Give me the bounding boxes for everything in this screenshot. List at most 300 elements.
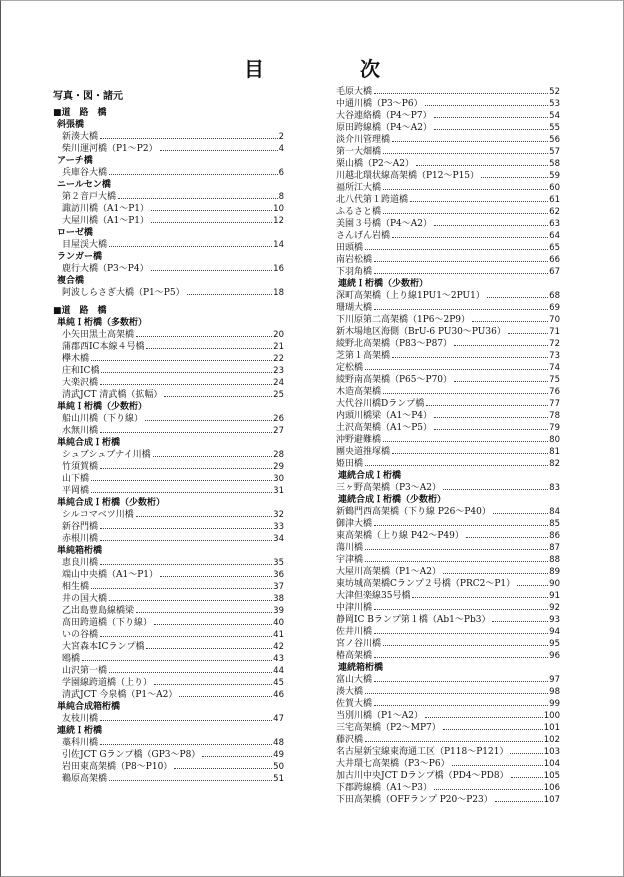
dot-leader xyxy=(91,588,272,589)
toc-entry xyxy=(53,653,284,665)
entry-title: シルコマベツ川橋 xyxy=(62,510,134,520)
entry-page-number: 48 xyxy=(273,738,284,748)
entry-title: 佐井川橋 xyxy=(336,627,373,637)
toc-entry xyxy=(53,341,284,353)
entry-title: 姫田橋 xyxy=(336,459,364,469)
dot-leader xyxy=(374,633,548,634)
entry-title: 御津大橋 xyxy=(336,519,373,529)
toc-entry xyxy=(334,746,560,758)
entry-title: 静岡IC Bランプ第１橋（Ab1～Pb3） xyxy=(336,615,491,625)
dot-leader xyxy=(511,777,543,778)
entry-title: 東高架橋（上り線 P42～P49） xyxy=(336,531,464,541)
entry-title: 珊瑚大橋 xyxy=(336,303,373,313)
entry-page-number: 44 xyxy=(273,666,284,676)
dot-leader xyxy=(160,150,278,151)
entry-page-number: 35 xyxy=(273,558,284,568)
dot-leader xyxy=(392,453,548,454)
toc-entry xyxy=(334,170,560,182)
entry-page-number: 88 xyxy=(549,555,560,565)
dot-leader xyxy=(493,513,548,514)
entry-page-number: 45 xyxy=(273,678,284,688)
toc-entry xyxy=(334,266,560,278)
entry-title: 平岡橋 xyxy=(62,486,90,496)
toc-entry xyxy=(334,314,560,326)
bridge-type-heading: 連続Ｉ桁橋（少数桁） xyxy=(338,279,429,289)
entry-page-number: 72 xyxy=(549,339,560,349)
toc-entry xyxy=(334,518,560,530)
entry-page-number: 43 xyxy=(273,654,284,664)
entry-page-number: 90 xyxy=(549,579,560,589)
toc-entry xyxy=(53,329,284,341)
entry-title: 北八代第１跨道橋 xyxy=(336,195,409,205)
entry-page-number: 4 xyxy=(278,144,284,154)
entry-page-number: 89 xyxy=(549,567,560,577)
entry-page-number: 46 xyxy=(273,690,284,700)
toc-entry xyxy=(334,602,560,614)
dot-leader xyxy=(374,657,548,658)
entry-title: 学園線跨道橋（上り） xyxy=(62,678,153,688)
entry-title: 湊大橋 xyxy=(336,687,364,697)
toc-entry xyxy=(334,326,560,338)
dot-leader xyxy=(416,165,548,166)
dot-leader xyxy=(434,225,548,226)
dot-leader xyxy=(100,138,278,139)
toc-entry xyxy=(334,230,560,242)
toc-entry xyxy=(334,578,560,590)
entry-title: 新谷門橋 xyxy=(62,522,99,532)
toc-entry xyxy=(53,377,284,389)
dot-leader xyxy=(100,744,272,745)
entry-page-number: 16 xyxy=(273,264,284,274)
toc-entry xyxy=(334,242,560,254)
entry-page-number: 2 xyxy=(278,132,284,142)
page-title: 目 次 xyxy=(244,57,418,81)
entry-page-number: 12 xyxy=(273,216,284,226)
entry-title: 三ヶ野高架橋（P3～A2） xyxy=(336,483,442,493)
dot-leader xyxy=(100,636,272,637)
entry-title: 小矢田黒土高架橋 xyxy=(62,330,135,340)
toc-entry xyxy=(334,374,560,386)
toc-entry xyxy=(334,770,560,782)
entry-page-number: 39 xyxy=(273,606,284,616)
dot-leader xyxy=(443,729,543,730)
bridge-type-heading: 単純合成箱桁橋 xyxy=(57,702,121,712)
entry-title: 木造高架橋 xyxy=(336,387,382,397)
dot-leader xyxy=(392,357,548,358)
entry-title: 中津川橋 xyxy=(336,603,373,613)
toc-entry xyxy=(53,761,284,773)
dot-leader xyxy=(164,396,272,397)
entry-page-number: 41 xyxy=(273,630,284,640)
toc-entry xyxy=(334,218,560,230)
entry-title: 新湊大橋 xyxy=(62,132,99,142)
dot-leader xyxy=(374,525,548,526)
dot-leader xyxy=(154,624,272,625)
dot-leader xyxy=(174,768,272,769)
toc-entry xyxy=(334,206,560,218)
entry-page-number: 51 xyxy=(273,774,284,784)
entry-title: 恵良川橋 xyxy=(62,558,99,568)
entry-title: 藤沢橋 xyxy=(336,735,364,745)
entry-title: 田頭橋 xyxy=(336,243,364,253)
entry-title: 綾野南高架橋（P65～P70） xyxy=(336,375,453,385)
section-heading: 写真・図・諸元 xyxy=(53,91,123,102)
dot-leader xyxy=(365,369,548,370)
bridge-type-heading: 斜張橋 xyxy=(57,120,85,130)
dot-leader xyxy=(466,537,548,538)
entry-page-number: 75 xyxy=(549,375,560,385)
toc-entry xyxy=(53,215,284,227)
entry-page-number: 59 xyxy=(549,171,560,181)
toc-entry xyxy=(334,122,560,134)
dot-leader xyxy=(510,753,542,754)
bridge-type-heading: 連続箱桁橋 xyxy=(338,663,384,673)
toc-entry xyxy=(334,194,560,206)
entry-title: 第一大畑橋 xyxy=(336,147,382,157)
toc-entry xyxy=(334,542,560,554)
dot-leader xyxy=(383,153,548,154)
dot-leader xyxy=(374,261,548,262)
toc-entry xyxy=(334,410,560,422)
entry-title: 山下橋 xyxy=(62,474,90,484)
category-heading: ■道 路 橋 xyxy=(53,108,107,118)
entry-page-number: 8 xyxy=(278,192,284,202)
entry-page-number: 49 xyxy=(273,750,284,760)
entry-page-number: 55 xyxy=(549,123,560,133)
entry-title: 井の国大橋 xyxy=(62,594,108,604)
dot-leader xyxy=(454,345,548,346)
entry-page-number: 20 xyxy=(273,330,284,340)
dot-leader xyxy=(101,372,272,373)
entry-page-number: 94 xyxy=(549,627,560,637)
dot-leader xyxy=(492,621,548,622)
dot-leader xyxy=(100,528,272,529)
entry-page-number: 25 xyxy=(273,390,284,400)
entry-page-number: 68 xyxy=(549,291,560,301)
dot-leader xyxy=(202,756,272,757)
entry-title: 新鶴門西高架橋（下り線 P26～P40） xyxy=(336,507,491,517)
toc-entry xyxy=(53,773,284,785)
toc-entry xyxy=(53,593,284,605)
entry-page-number: 32 xyxy=(273,510,284,520)
entry-page-number: 106 xyxy=(543,783,560,793)
toc-entry xyxy=(334,686,560,698)
toc-entry xyxy=(53,713,284,725)
dot-leader xyxy=(82,660,272,661)
dot-leader xyxy=(374,705,548,706)
entry-page-number: 60 xyxy=(549,183,560,193)
toc-entry xyxy=(53,167,284,179)
bridge-type-heading: アーチ橋 xyxy=(57,156,93,166)
entry-page-number: 14 xyxy=(273,240,284,250)
entry-title: 佐賀大橋 xyxy=(336,699,373,709)
entry-title: 下川原第二高架橋（1P6～2P9） xyxy=(336,315,471,325)
toc-entry xyxy=(53,509,284,521)
entry-page-number: 54 xyxy=(549,111,560,121)
dot-leader xyxy=(454,381,548,382)
toc-entry xyxy=(53,143,284,155)
dot-leader xyxy=(365,561,548,562)
toc-entry xyxy=(334,254,560,266)
entry-title: 蕩川橋 xyxy=(336,543,364,553)
entry-title: 原田跨線橋（P4～A2） xyxy=(336,123,433,133)
entry-title: 大楽沢橋 xyxy=(62,378,99,388)
entry-title: 蒲郡西IC本線４号橋 xyxy=(62,342,145,352)
entry-title: 鵜原高架橋 xyxy=(62,774,108,784)
entry-title: 庄和IC橋 xyxy=(62,366,100,376)
dot-leader xyxy=(508,333,548,334)
dot-leader xyxy=(91,360,272,361)
toc-entry xyxy=(334,530,560,542)
entry-title: 内頭川橋梁（A1～P4） xyxy=(336,411,433,421)
entry-title: 福所江大橋 xyxy=(336,183,382,193)
toc-entry xyxy=(334,98,560,110)
entry-page-number: 65 xyxy=(549,243,560,253)
dot-leader xyxy=(434,417,548,418)
dot-leader xyxy=(91,492,272,493)
dot-leader xyxy=(383,189,548,190)
toc-entry xyxy=(53,191,284,203)
toc-entry xyxy=(334,182,560,194)
toc-entry xyxy=(334,674,560,686)
dot-leader xyxy=(136,612,272,613)
entry-title: 兵庫谷大橋 xyxy=(62,168,108,178)
entry-page-number: 105 xyxy=(543,771,560,781)
dot-leader xyxy=(100,432,272,433)
toc-entry xyxy=(334,386,560,398)
entry-page-number: 76 xyxy=(549,387,560,397)
dot-leader xyxy=(452,765,543,766)
bridge-type-heading: ランガー橋 xyxy=(57,252,103,262)
entry-title: 諏訪川橋（A1～P1） xyxy=(62,204,150,214)
entry-title: 中通川橋（P3～P6） xyxy=(336,99,423,109)
entry-title: 定松橋 xyxy=(336,363,364,373)
toc-entry xyxy=(334,86,560,98)
entry-title: 土沢高架橋（A1～P5） xyxy=(336,423,433,433)
dot-leader xyxy=(109,246,272,247)
dot-leader xyxy=(100,720,272,721)
dot-leader xyxy=(374,609,548,610)
entry-title: 加古川中央JCT Dランプ橋（PD4～PD8） xyxy=(336,771,509,781)
entry-page-number: 50 xyxy=(273,762,284,772)
entry-title: 相生橋 xyxy=(62,582,90,592)
entry-title: 栗山橋（P2～A2） xyxy=(336,159,415,169)
entry-page-number: 79 xyxy=(549,423,560,433)
entry-page-number: 64 xyxy=(549,231,560,241)
entry-page-number: 37 xyxy=(273,582,284,592)
entry-title: 下羽角橋 xyxy=(336,267,373,277)
dot-leader xyxy=(146,648,272,649)
entry-page-number: 56 xyxy=(549,135,560,145)
entry-title: 宇津橋 xyxy=(336,555,364,565)
entry-title: 船山川橋（下り線） xyxy=(62,414,144,424)
entry-page-number: 91 xyxy=(549,591,560,601)
entry-page-number: 30 xyxy=(273,474,284,484)
dot-leader xyxy=(109,780,272,781)
entry-title: 目屋渓大橋 xyxy=(62,240,108,250)
entry-title: 三宅高架橋（P2～MP7） xyxy=(336,723,441,733)
entry-page-number: 52 xyxy=(549,87,560,97)
toc-entry xyxy=(334,506,560,518)
toc-entry xyxy=(334,782,560,794)
entry-title: 水無川橋 xyxy=(62,426,99,436)
toc-entry xyxy=(53,581,284,593)
entry-page-number: 95 xyxy=(549,639,560,649)
entry-page-number: 57 xyxy=(549,147,560,157)
entry-title: 山沢第一橋 xyxy=(62,666,108,676)
entry-title: 團央道推塚橋 xyxy=(336,447,391,457)
entry-title: 欅木橋 xyxy=(62,354,90,364)
dot-leader xyxy=(365,549,548,550)
bridge-type-heading: 連続合成Ｉ桁橋（少数桁） xyxy=(338,495,447,505)
toc-entry xyxy=(53,641,284,653)
entry-title: 沖野避難橋 xyxy=(336,435,382,445)
bridge-type-heading: 連続Ｉ桁橋 xyxy=(57,726,103,736)
entry-title: ふるさと橋 xyxy=(336,207,382,217)
bridge-type-heading: 単純合成Ｉ桁橋 xyxy=(57,438,121,448)
dot-leader xyxy=(374,681,548,682)
toc-entry xyxy=(53,749,284,761)
toc-entry xyxy=(334,290,560,302)
toc-entry xyxy=(53,605,284,617)
entry-title: 清武JCT 清武橋（拡幅） xyxy=(62,390,163,400)
entry-page-number: 67 xyxy=(549,267,560,277)
entry-page-number: 84 xyxy=(549,507,560,517)
entry-page-number: 18 xyxy=(273,288,284,298)
dot-leader xyxy=(392,237,548,238)
dot-leader xyxy=(109,600,272,601)
toc-entry xyxy=(53,389,284,401)
entry-page-number: 29 xyxy=(273,462,284,472)
entry-title: 深町高架橋（上り線1PU1～2PU1） xyxy=(336,291,485,301)
toc-entry xyxy=(53,413,284,425)
entry-title: 南岩松橋 xyxy=(336,255,373,265)
entry-page-number: 26 xyxy=(273,414,284,424)
entry-title: 第２音戸大橋 xyxy=(62,192,117,202)
entry-title: 岩田東高架橋（P8～P10） xyxy=(62,762,173,772)
entry-page-number: 101 xyxy=(543,723,560,733)
category-heading: ■道 路 橋 xyxy=(53,306,107,316)
toc-entry xyxy=(53,365,284,377)
entry-title: 赤根川橋 xyxy=(62,534,99,544)
entry-page-number: 93 xyxy=(549,615,560,625)
entry-title: 友枝川橋 xyxy=(62,714,99,724)
entry-page-number: 100 xyxy=(543,711,560,721)
entry-page-number: 73 xyxy=(549,351,560,361)
dot-leader xyxy=(154,684,272,685)
dot-leader xyxy=(434,129,548,130)
toc-entry xyxy=(53,203,284,215)
entry-page-number: 31 xyxy=(273,486,284,496)
toc-entry xyxy=(334,158,560,170)
toc-entry xyxy=(334,398,560,410)
entry-page-number: 34 xyxy=(273,534,284,544)
toc-entry xyxy=(53,629,284,641)
toc-entry xyxy=(334,134,560,146)
toc-entry xyxy=(334,146,560,158)
dot-leader xyxy=(374,273,548,274)
entry-title: 毛原大橋 xyxy=(336,87,373,97)
entry-title: 大谷連絡橋（P4～P7） xyxy=(336,111,432,121)
entry-title: 藁科川橋 xyxy=(62,738,99,748)
dot-leader xyxy=(100,540,272,541)
entry-page-number: 22 xyxy=(273,354,284,364)
toc-entry xyxy=(53,131,284,143)
toc-entry xyxy=(334,710,560,722)
entry-page-number: 6 xyxy=(278,168,284,178)
dot-leader xyxy=(443,489,548,490)
entry-page-number: 71 xyxy=(549,327,560,337)
dot-leader xyxy=(146,348,272,349)
toc-entry xyxy=(334,446,560,458)
toc-entry xyxy=(334,590,560,602)
toc-entry xyxy=(53,353,284,365)
toc-entry xyxy=(53,425,284,437)
toc-entry xyxy=(334,638,560,650)
dot-leader xyxy=(374,93,548,94)
entry-page-number: 74 xyxy=(549,363,560,373)
dot-leader xyxy=(434,789,543,790)
dot-leader xyxy=(365,465,548,466)
entry-title: 大屋川橋（A1～P1） xyxy=(62,216,150,226)
entry-page-number: 96 xyxy=(549,651,560,661)
entry-page-number: 66 xyxy=(549,255,560,265)
entry-page-number: 47 xyxy=(273,714,284,724)
entry-title: 富山大橋 xyxy=(336,675,373,685)
entry-page-number: 33 xyxy=(273,522,284,532)
dot-leader xyxy=(383,645,548,646)
toc-entry xyxy=(53,533,284,545)
toc-entry xyxy=(334,734,560,746)
toc-entry xyxy=(334,458,560,470)
toc-entry xyxy=(334,350,560,362)
dot-leader xyxy=(434,429,548,430)
entry-page-number: 42 xyxy=(273,642,284,652)
entry-page-number: 77 xyxy=(549,399,560,409)
dot-leader xyxy=(410,201,548,202)
entry-title: 椿高架橋 xyxy=(336,651,373,661)
entry-title: 引佐JCT Gランプ橋（GP3～P8） xyxy=(62,750,201,760)
entry-title: 鴎橋 xyxy=(62,654,81,664)
entry-title: 高田跨道橋（下り線） xyxy=(62,618,153,628)
entry-title: 大屋川高架橋（P1～A2） xyxy=(336,567,442,577)
entry-title: 大井環七高架橋（P3～P6） xyxy=(336,759,450,769)
dot-leader xyxy=(365,249,548,250)
toc-entry xyxy=(334,650,560,662)
dot-leader xyxy=(374,309,548,310)
dot-leader xyxy=(179,696,272,697)
dot-leader xyxy=(153,456,273,457)
bridge-type-heading: ローゼ橋 xyxy=(57,228,93,238)
entry-page-number: 81 xyxy=(549,447,560,457)
entry-title: 綾野北高架橋（P83～P87） xyxy=(336,339,453,349)
entry-title: 阿波しらさぎ大橋（P1～P5） xyxy=(62,288,185,298)
toc-entry xyxy=(53,617,284,629)
toc-entry xyxy=(334,698,560,710)
dot-leader xyxy=(365,741,543,742)
dot-leader xyxy=(383,393,548,394)
dot-leader xyxy=(426,405,548,406)
entry-page-number: 40 xyxy=(273,618,284,628)
entry-title: 大宮森本ICランプ橋 xyxy=(62,642,145,652)
entry-title: 大代谷川橋Dランプ橋 xyxy=(336,399,425,409)
bridge-type-heading: 単純Ｉ桁橋（多数桁） xyxy=(57,318,148,328)
entry-page-number: 107 xyxy=(543,795,560,805)
dot-leader xyxy=(392,141,548,142)
entry-title: いの谷橋 xyxy=(62,630,99,640)
entry-title: 大津但楽線35号橋 xyxy=(336,591,411,601)
entry-title: 鹿行大橋（P3～P4） xyxy=(62,264,149,274)
